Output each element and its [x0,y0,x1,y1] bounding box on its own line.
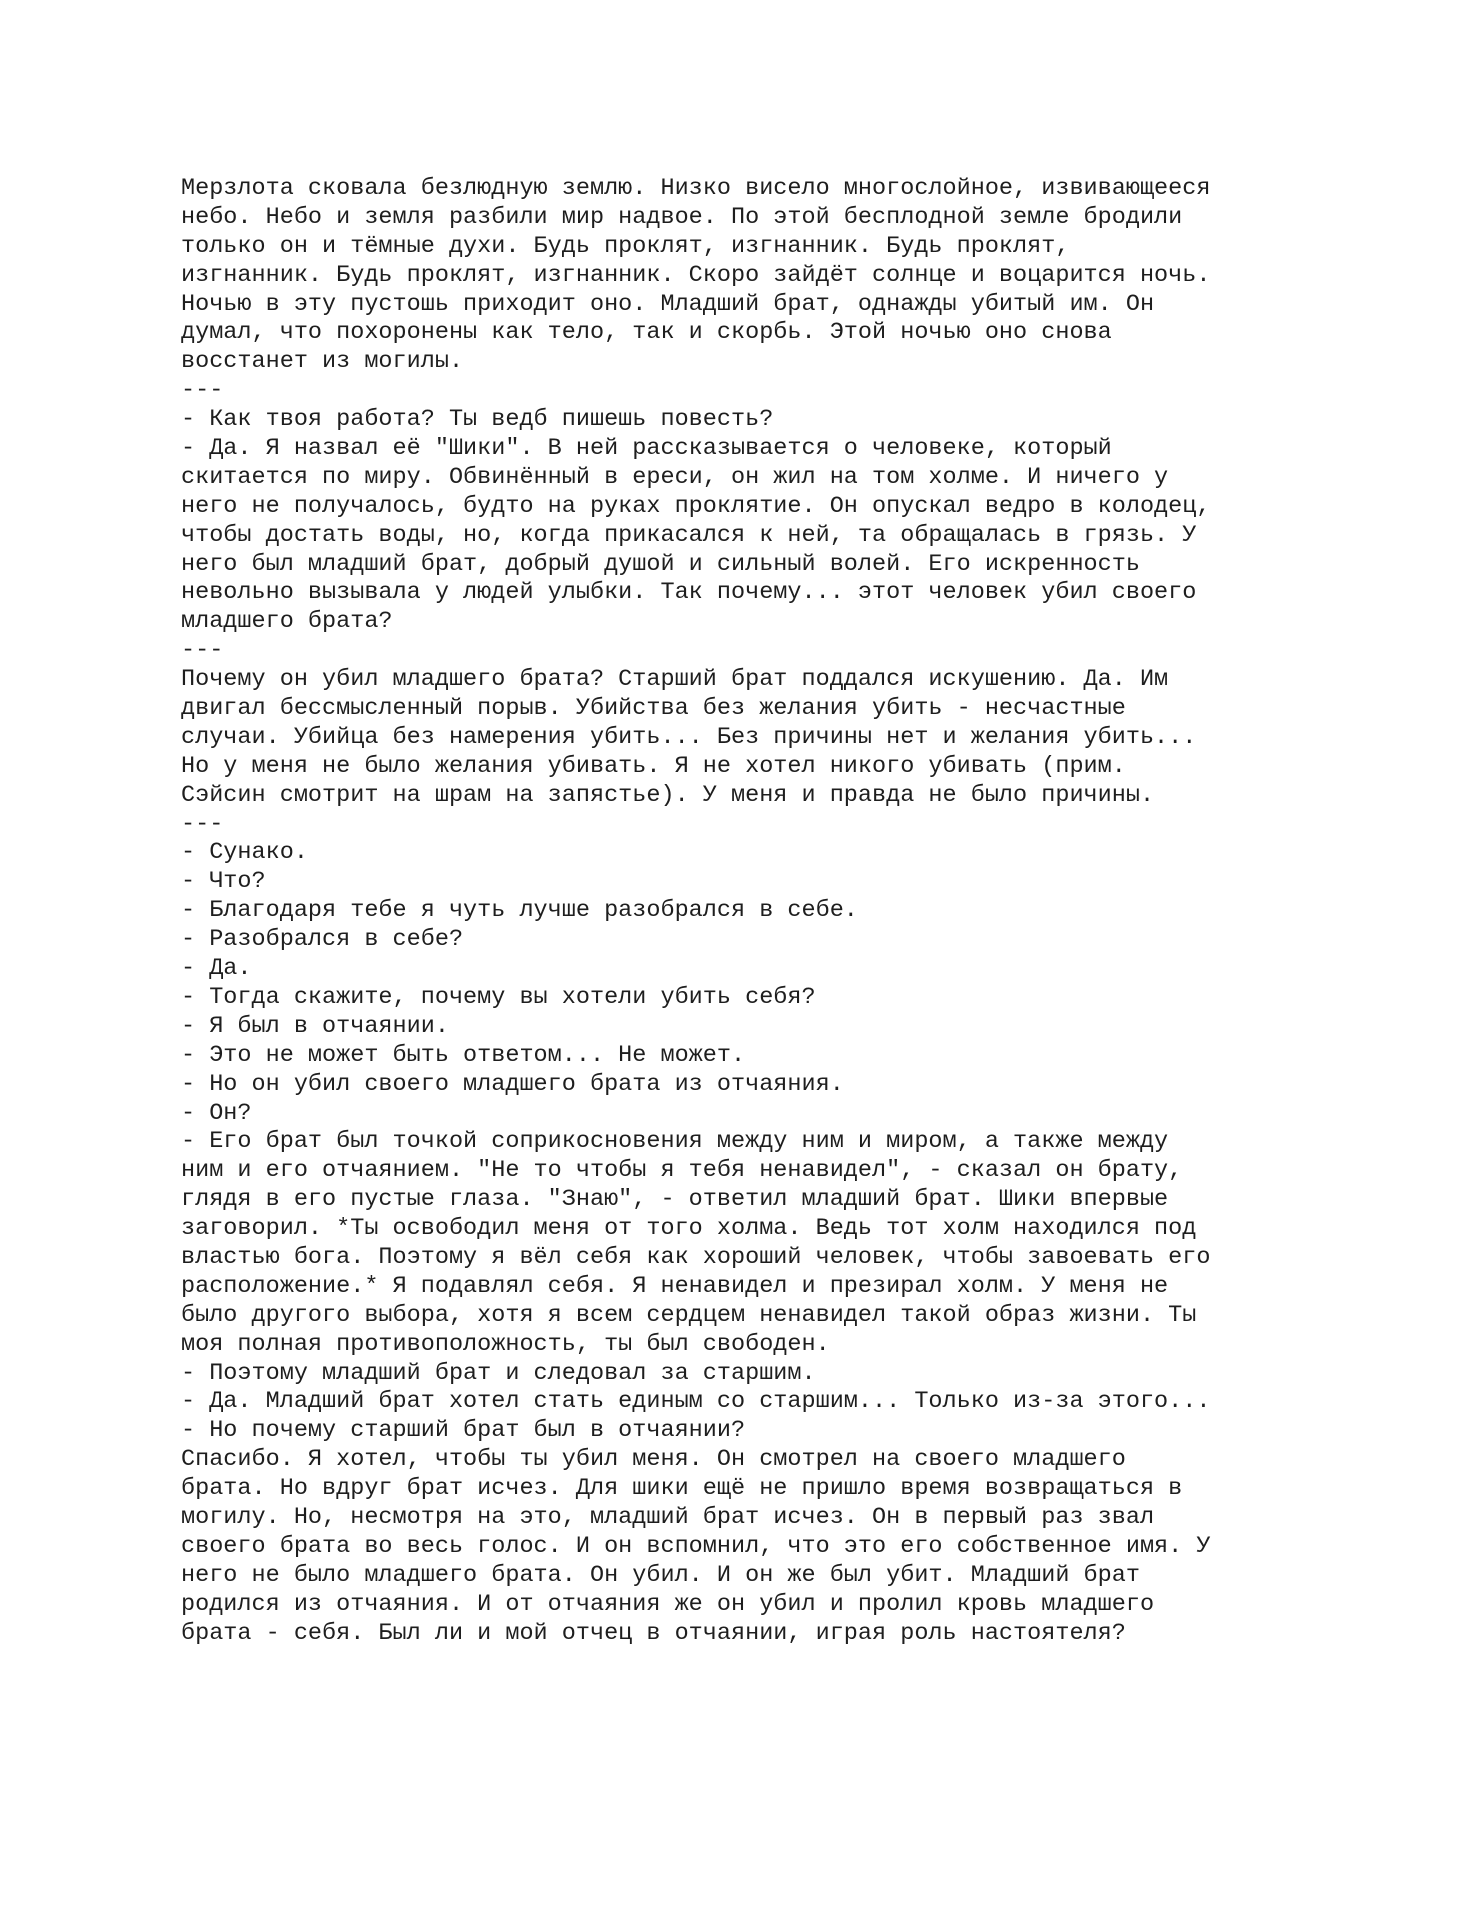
text-line: брата - себя. Был ли и мой отчец в отчаянии, играя роль настоятеля? [181,1619,1126,1647]
text-line: него был младший брат, добрый душой и сильный волей. Его искренность [181,550,1140,578]
text-line: было другого выбора, хотя я всем сердцем ненавидел такой образ жизни. Ты [181,1301,1197,1329]
text-line: - Да. Младший брат хотел стать единым со старшим... Только из-за этого... [181,1388,1211,1416]
document-text [181,175,1321,1648]
text-line: Почему он убил младшего брата? Старший брат поддался искушению. Да. Им [181,666,1169,694]
text-line: своего брата во весь голос. И он вспомнил, что это его собственное имя. У [181,1532,1211,1560]
text-line: - Это не может быть ответом... Не может. [181,1041,746,1069]
text-line: случаи. Убийца без намерения убить... Без причины нет и желания убить... [181,723,1197,751]
text-line: родился из отчаяния. И от отчаяния же он убил и пролил кровь младшего [181,1590,1155,1618]
text-line: скитается по миру. Обвинённый в ереси, он жил на том холме. И ничего у [181,463,1169,491]
text-line: восстанет из могилы. [181,348,464,376]
text-line: младшего брата? [181,608,393,636]
text-line: Сэйсин смотрит на шрам на запястье). У меня и правда не было причины. [181,781,1155,809]
text-line: --- [181,377,224,405]
text-line: - Но почему старший брат был в отчаянии? [181,1417,746,1445]
text-line: могилу. Но, несмотря на это, младший брат исчез. Он в первый раз звал [181,1503,1155,1531]
text-line: - Сунако. [181,839,308,867]
text-line: - Его брат был точкой соприкосновения между ним и миром, а также между [181,1128,1169,1156]
text-line: - Я был в отчаянии. [181,1012,449,1040]
text-line: ним и его отчаянием. "Не то чтобы я тебя ненавидел", - сказал он брату, [181,1157,1183,1185]
text-line: него не было младшего брата. Он убил. И он же был убит. Младший брат [181,1561,1140,1589]
text-line: --- [181,637,224,665]
text-line: - Как твоя работа? Ты ведб пишешь повесть? [181,406,774,434]
text-line: Ночью в эту пустошь приходит оно. Младший брат, однажды убитый им. Он [181,290,1155,318]
text-line: брата. Но вдруг брат исчез. Для шики ещё не пришло время возвращаться в [181,1475,1183,1503]
text-line: него не получалось, будто на руках проклятие. Он опускал ведро в колодец, [181,492,1211,520]
text-line: - Разобрался в себе? [181,926,464,954]
text-line: - Поэтому младший брат и следовал за старшим. [181,1359,816,1387]
text-line: думал, что похоронены как тело, так и скорбь. Этой ночью оно снова [181,319,1112,347]
text-line: --- [181,810,224,838]
text-line: чтобы достать воды, но, когда прикасался к ней, та обращалась в грязь. У [181,521,1197,549]
text-line: только он и тёмные духи. Будь проклят, изгнанник. Будь проклят, [181,232,1070,260]
text-line: невольно вызывала у людей улыбки. Так почему... этот человек убил своего [181,579,1197,607]
text-line: - Он? [181,1099,252,1127]
text-line: глядя в его пустые глаза. "Знаю", - ответил младший брат. Шики впервые [181,1186,1169,1214]
text-line: расположение.* Я подавлял себя. Я ненавидел и презирал холм. У меня не [181,1272,1169,1300]
text-line: моя полная противоположность, ты был свободен. [181,1330,830,1358]
text-line: - Да. [181,955,252,983]
text-line: - Благодаря тебе я чуть лучше разобрался в себе. [181,897,858,925]
text-line: властью бога. Поэтому я вёл себя как хороший человек, чтобы завоевать его [181,1243,1211,1271]
text-line: двигал бессмысленный порыв. Убийства без желания убить - несчастные [181,695,1126,723]
text-line: - Но он убил своего младшего брата из отчаяния. [181,1070,844,1098]
text-line: - Что? [181,868,266,896]
text-line: Мерзлота сковала безлюдную землю. Низко висело многослойное, извивающееся [181,175,1211,202]
text-line: - Тогда скажите, почему вы хотели убить себя? [181,983,816,1011]
text-line: небо. Небо и земля разбили мир надвое. По этой бесплодной земле бродили [181,203,1183,231]
text-line: Но у меня не было желания убивать. Я не хотел никого убивать (прим. [181,752,1126,780]
text-line: Спасибо. Я хотел, чтобы ты убил меня. Он смотрел на своего младшего [181,1446,1126,1474]
text-line: - Да. Я назвал её "Шики". В ней рассказывается о человеке, который [181,435,1112,463]
text-line: изгнанник. Будь проклят, изгнанник. Скоро зайдёт солнце и воцарится ночь. [181,261,1211,289]
text-line: заговорил. *Ты освободил меня от того холма. Ведь тот холм находился под [181,1215,1197,1243]
